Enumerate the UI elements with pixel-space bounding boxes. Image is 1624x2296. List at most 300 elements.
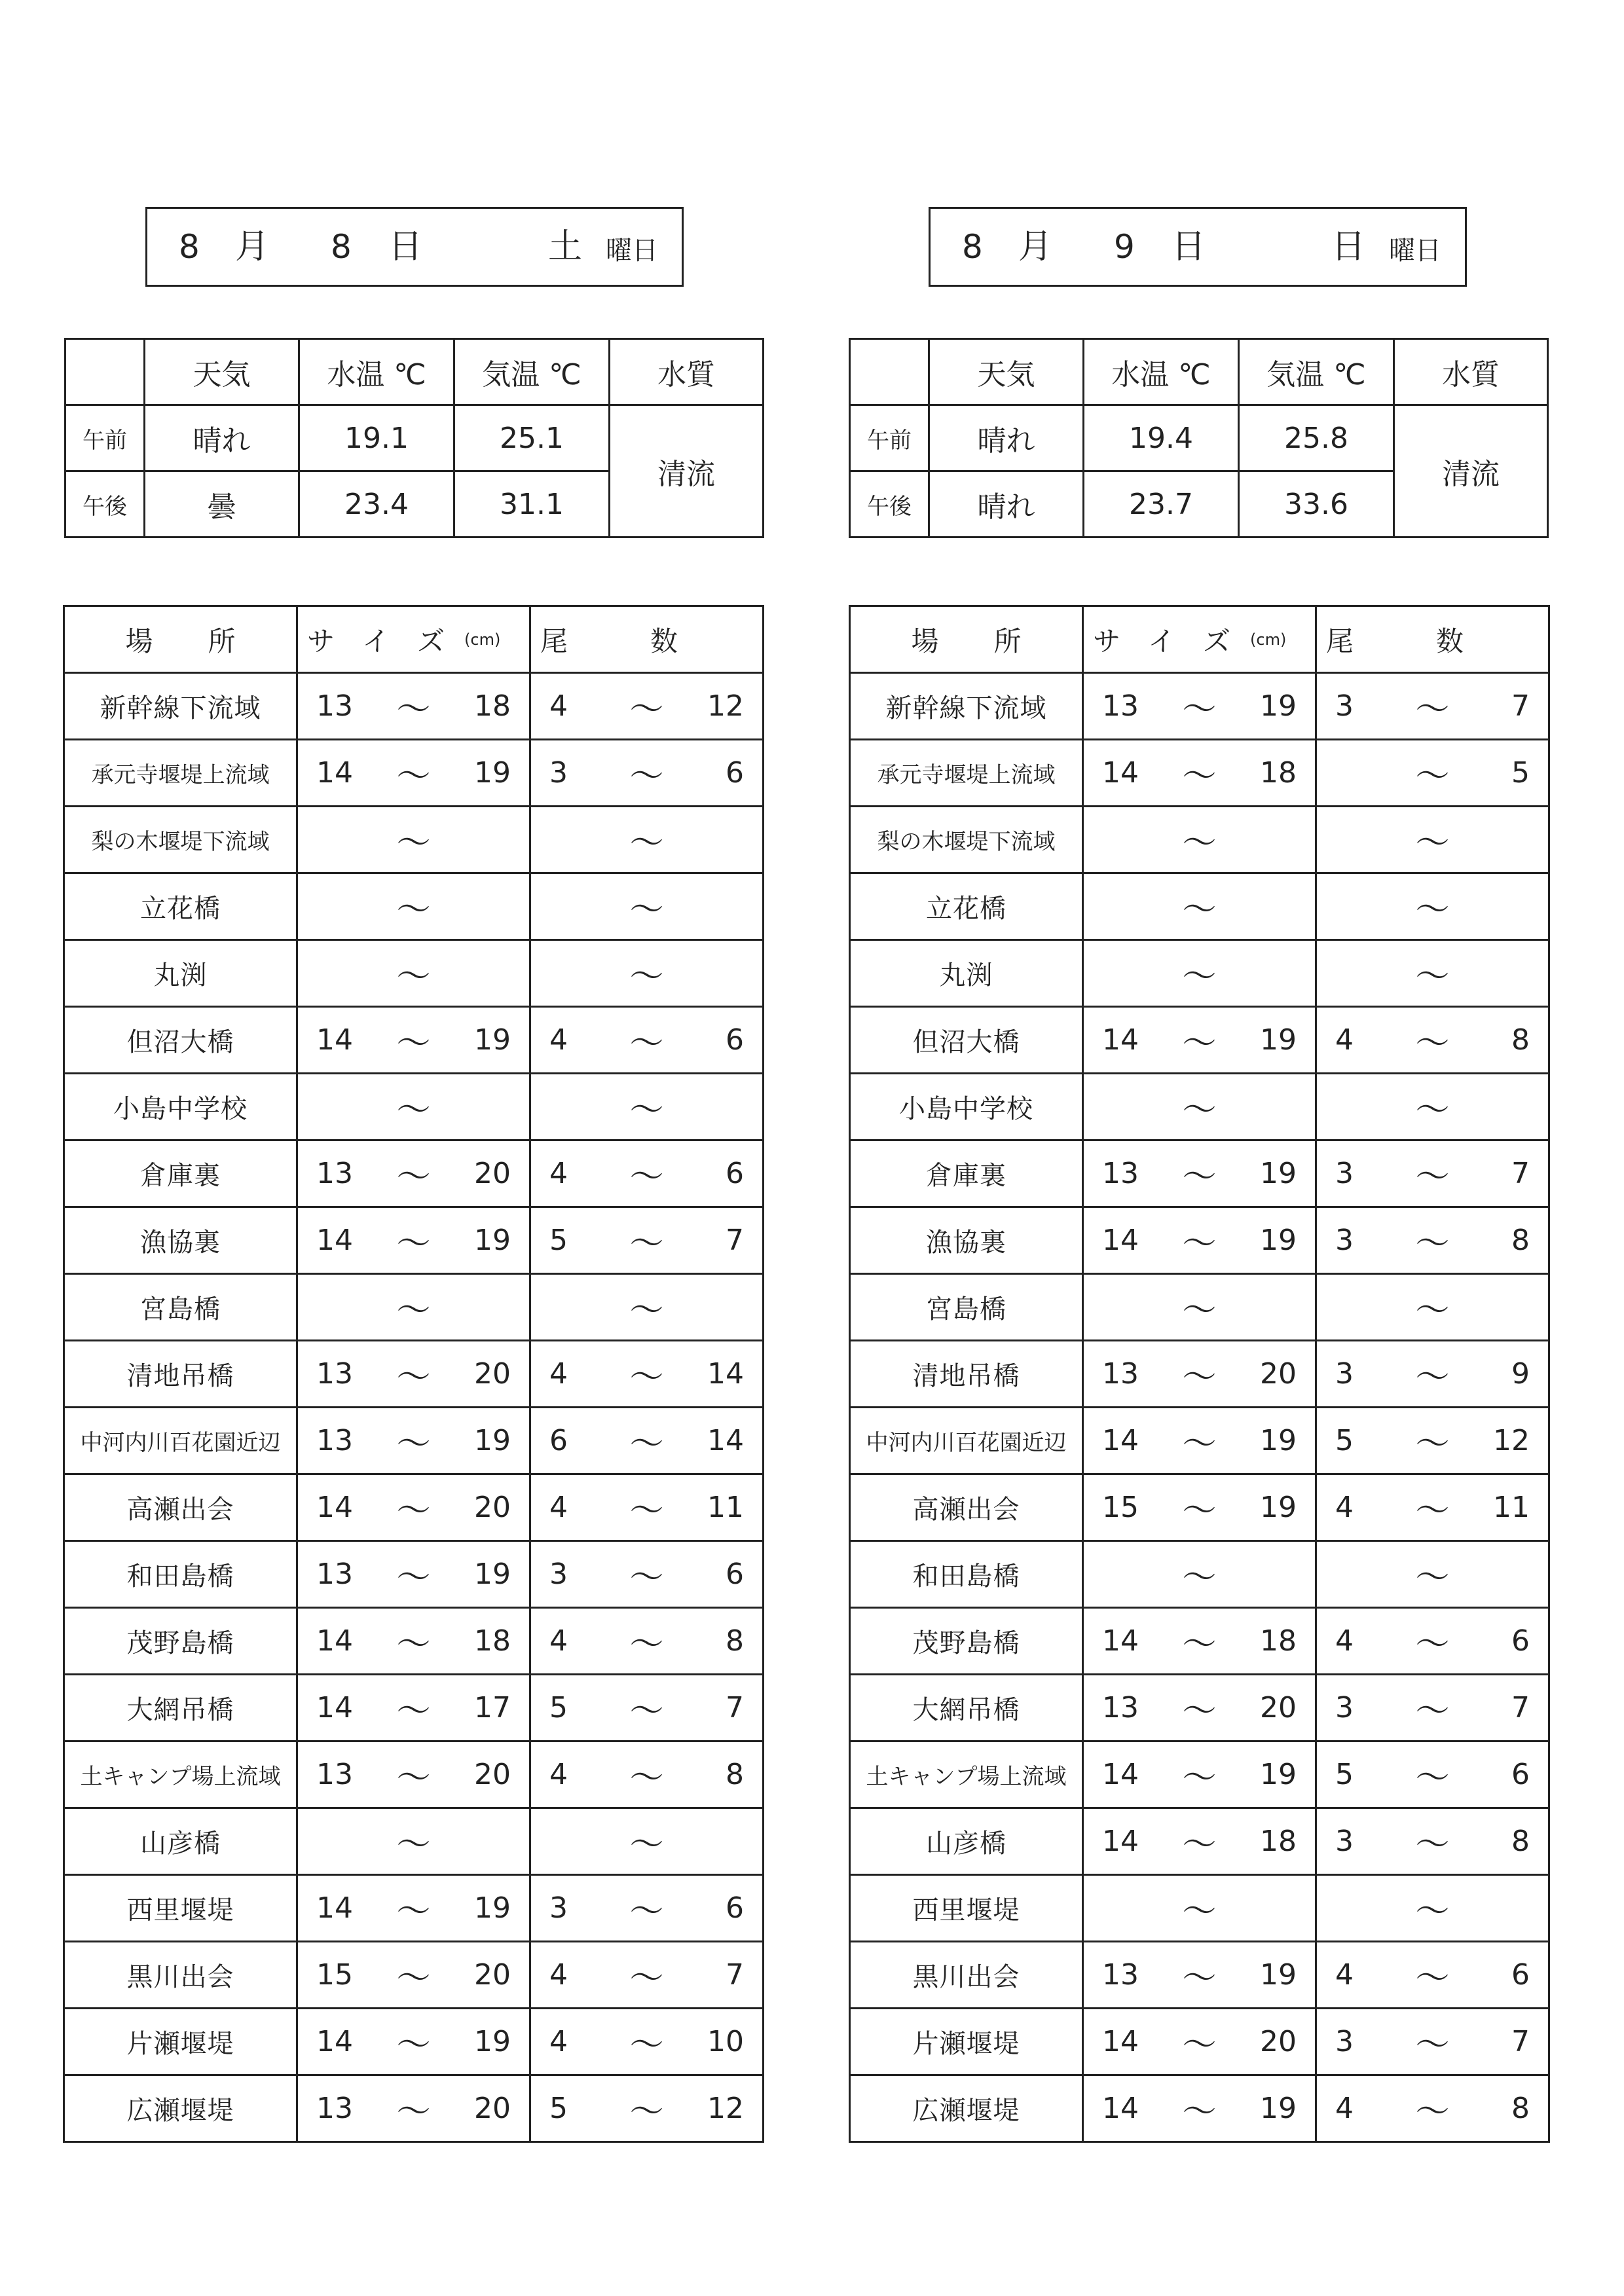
water-quality-value: 清流 [1394, 405, 1548, 538]
table-row [850, 873, 1549, 940]
table-row [64, 1274, 764, 1341]
table-row [64, 1408, 764, 1474]
count-min: 4 [1335, 2092, 1354, 2125]
size-min: 14 [316, 1023, 353, 1057]
size-range-cell [297, 1007, 530, 1074]
count-range [531, 1216, 762, 1265]
count-range [1317, 1149, 1548, 1198]
count-range-cell [1316, 740, 1549, 807]
size-range-cell [1083, 1140, 1316, 1207]
count-max: 6 [1511, 1758, 1530, 1791]
tilde-separator: 〜 [1182, 690, 1217, 729]
date-weekday: 土 [548, 227, 583, 266]
size-max: 19 [1259, 1157, 1297, 1190]
count-min: 3 [1335, 1825, 1354, 1858]
place-name: 和田島橋 [64, 1541, 297, 1608]
table-row [64, 1608, 764, 1675]
place-name: 丸渕 [64, 940, 297, 1007]
tilde-separator: 〜 [1182, 1892, 1217, 1931]
tilde-separator: 〜 [1415, 1425, 1450, 1464]
count-range-cell [1316, 2075, 1549, 2142]
tilde-separator: 〜 [1182, 2092, 1217, 2132]
size-min: 13 [1102, 689, 1139, 723]
tilde-separator: 〜 [396, 2092, 431, 2132]
count-range [1317, 1216, 1548, 1265]
air-temp-value: 25.1 [454, 405, 610, 471]
count-range-cell [1316, 1074, 1549, 1140]
size-range-cell [1083, 1608, 1316, 1675]
size-max: 20 [1259, 1691, 1297, 1724]
size-range [298, 1082, 529, 1131]
count-range-cell [530, 1741, 764, 1808]
weather-header-row [65, 339, 764, 405]
size-range [298, 1416, 529, 1465]
size-range-cell [297, 2009, 530, 2075]
weather-row-am [65, 405, 764, 471]
size-range [298, 1683, 529, 1732]
count-min: 4 [549, 1491, 568, 1524]
weather-condition: 曇 [145, 471, 299, 538]
weather-row-label: 午前 [850, 405, 929, 471]
tilde-separator: 〜 [1415, 1491, 1450, 1531]
size-min: 14 [316, 1891, 353, 1925]
size-range [298, 1015, 529, 1065]
table-row [850, 2075, 1549, 2142]
count-range-cell [530, 1875, 764, 1942]
size-range [1084, 1884, 1315, 1933]
size-range-cell [297, 1207, 530, 1274]
count-min: 5 [549, 2092, 568, 2125]
water-temp-value: 19.1 [299, 405, 454, 471]
table-row [64, 1541, 764, 1608]
table-row [850, 807, 1549, 873]
size-range [1084, 1082, 1315, 1131]
place-name: 西里堰堤 [64, 1875, 297, 1942]
weather-header-blank [65, 339, 145, 405]
count-range [1317, 1616, 1548, 1666]
size-max: 19 [1259, 1224, 1297, 1257]
count-min: 5 [1335, 1424, 1354, 1457]
table-row [64, 873, 764, 940]
header-place: 場 所 [850, 606, 1083, 673]
count-range [531, 949, 762, 998]
count-min: 3 [1335, 1691, 1354, 1724]
count-max: 7 [1511, 1157, 1530, 1190]
size-range-cell [1083, 1741, 1316, 1808]
place-name: 山彦橋 [850, 1808, 1083, 1875]
place-name: 承元寺堰堤上流域 [850, 740, 1083, 807]
count-range-cell [530, 1608, 764, 1675]
weather-header-quality: 水質 [610, 339, 764, 405]
table-row [850, 1341, 1549, 1408]
size-min: 13 [316, 2092, 353, 2125]
tilde-separator: 〜 [1415, 1758, 1450, 1798]
weather-table [849, 338, 1549, 538]
count-max: 11 [707, 1491, 744, 1524]
tilde-separator: 〜 [629, 1692, 664, 1731]
air-temp-value: 25.8 [1239, 405, 1394, 471]
count-min: 3 [1335, 1157, 1354, 1190]
size-range [1084, 748, 1315, 797]
place-name: 土キャンプ場上流域 [850, 1741, 1083, 1808]
size-min: 14 [316, 1624, 353, 1658]
weather-header-weather: 天気 [929, 339, 1084, 405]
table-row [64, 1140, 764, 1207]
table-row [850, 1741, 1549, 1808]
tilde-separator: 〜 [1182, 1157, 1217, 1197]
count-max: 7 [1511, 689, 1530, 723]
size-range-cell [297, 1942, 530, 2009]
weather-header-row [850, 339, 1548, 405]
count-max: 8 [1511, 2092, 1530, 2125]
count-min: 5 [1335, 1758, 1354, 1791]
count-range-cell [530, 2009, 764, 2075]
count-range [531, 2017, 762, 2066]
count-range [1317, 1082, 1548, 1131]
count-min: 4 [1335, 1624, 1354, 1658]
table-row [850, 940, 1549, 1007]
count-min: 3 [1335, 1357, 1354, 1391]
place-name: 高瀬出会 [64, 1474, 297, 1541]
size-range [298, 1349, 529, 1398]
tilde-separator: 〜 [629, 690, 664, 729]
place-name: 茂野島橋 [850, 1608, 1083, 1675]
count-min: 4 [1335, 1023, 1354, 1057]
size-range-cell [297, 1541, 530, 1608]
size-range-cell [297, 1474, 530, 1541]
weather-table [64, 338, 764, 538]
size-range-cell [297, 873, 530, 940]
size-range-cell [1083, 1808, 1316, 1875]
count-min: 4 [1335, 1958, 1354, 1992]
place-name: 丸渕 [850, 940, 1083, 1007]
count-range-cell [1316, 1541, 1549, 1608]
tilde-separator: 〜 [1415, 690, 1450, 729]
count-max: 14 [707, 1357, 744, 1391]
count-range-cell [530, 740, 764, 807]
size-min: 13 [1102, 1958, 1139, 1992]
tilde-separator: 〜 [1415, 757, 1450, 796]
count-min: 4 [1335, 1491, 1354, 1524]
size-max: 19 [473, 1424, 511, 1457]
table-row [850, 1608, 1549, 1675]
tilde-separator: 〜 [396, 757, 431, 796]
count-range [531, 1550, 762, 1599]
count-min: 4 [549, 1023, 568, 1057]
tilde-separator: 〜 [1182, 2026, 1217, 2065]
place-name: 漁協裏 [850, 1207, 1083, 1274]
size-range [298, 1750, 529, 1799]
tilde-separator: 〜 [629, 1091, 664, 1130]
tilde-separator: 〜 [629, 1892, 664, 1931]
tilde-separator: 〜 [629, 1558, 664, 1597]
air-temp-value: 31.1 [454, 471, 610, 538]
tilde-separator: 〜 [1182, 1024, 1217, 1063]
day-column-left [0, 0, 779, 2296]
tilde-separator: 〜 [629, 890, 664, 930]
header-count-label: 尾 数 [540, 625, 678, 657]
weather-header-water-temp: 水温 ℃ [1084, 339, 1239, 405]
size-range [1084, 1550, 1315, 1599]
size-min: 14 [1102, 1624, 1139, 1658]
tilde-separator: 〜 [396, 957, 431, 996]
count-max: 5 [1511, 756, 1530, 790]
date-weekday-suffix: 曜日 [1389, 236, 1441, 266]
count-max: 8 [725, 1624, 744, 1658]
size-range-cell [1083, 940, 1316, 1007]
header-count-label: 尾 数 [1326, 625, 1464, 657]
weather-header-weather: 天気 [145, 339, 299, 405]
water-quality-value: 清流 [610, 405, 764, 538]
tilde-separator: 〜 [396, 1892, 431, 1931]
tilde-separator: 〜 [396, 1558, 431, 1597]
size-min: 14 [1102, 1023, 1139, 1057]
place-name: 小島中学校 [64, 1074, 297, 1140]
count-range-cell [1316, 673, 1549, 740]
size-range-cell [1083, 1942, 1316, 2009]
table-row [850, 1140, 1549, 1207]
table-row [64, 1007, 764, 1074]
air-temp-value: 33.6 [1239, 471, 1394, 538]
place-name: 山彦橋 [64, 1808, 297, 1875]
count-range [531, 1015, 762, 1065]
tilde-separator: 〜 [1415, 1358, 1450, 1397]
size-range [1084, 1015, 1315, 1065]
count-range [531, 1483, 762, 1532]
tilde-separator: 〜 [1415, 1291, 1450, 1330]
count-min: 4 [549, 1958, 568, 1992]
count-max: 14 [707, 1424, 744, 1457]
size-range-cell [297, 940, 530, 1007]
count-min: 3 [1335, 689, 1354, 723]
water-temp-value: 23.4 [299, 471, 454, 538]
size-range [1084, 1349, 1315, 1398]
count-max: 11 [1492, 1491, 1530, 1524]
header-size-label: サ イ ズ [307, 625, 445, 657]
count-range-cell [1316, 1408, 1549, 1474]
tilde-separator: 〜 [1182, 824, 1217, 863]
size-range [298, 2084, 529, 2133]
header-size-unit: (cm) [1250, 630, 1287, 649]
place-name: 但沼大橋 [850, 1007, 1083, 1074]
place-name: 新幹線下流域 [850, 673, 1083, 740]
size-range-cell [1083, 1541, 1316, 1608]
date-day-unit: 日 [1172, 227, 1206, 266]
size-range [1084, 1616, 1315, 1666]
catch-header-row [64, 606, 764, 673]
count-range [1317, 1349, 1548, 1398]
count-range [1317, 1483, 1548, 1532]
count-range-cell [1316, 940, 1549, 1007]
size-max: 19 [473, 756, 511, 790]
size-range [298, 1884, 529, 1933]
size-min: 13 [316, 1424, 353, 1457]
table-row [64, 940, 764, 1007]
count-range [1317, 815, 1548, 864]
count-min: 6 [549, 1424, 568, 1457]
size-max: 19 [473, 1558, 511, 1591]
size-range-cell [297, 1608, 530, 1675]
count-range-cell [1316, 1942, 1549, 2009]
weather-header-quality: 水質 [1394, 339, 1548, 405]
tilde-separator: 〜 [1415, 1558, 1450, 1597]
table-row [850, 1474, 1549, 1541]
tilde-separator: 〜 [396, 1224, 431, 1264]
table-row [850, 673, 1549, 740]
count-min: 3 [1335, 2025, 1354, 2058]
count-range [531, 1950, 762, 1999]
place-name: 漁協裏 [64, 1207, 297, 1274]
size-range [1084, 2084, 1315, 2133]
size-min: 14 [1102, 2025, 1139, 2058]
count-max: 6 [725, 1558, 744, 1591]
table-row [850, 1808, 1549, 1875]
size-max: 19 [1259, 689, 1297, 723]
count-range [1317, 1283, 1548, 1332]
tilde-separator: 〜 [629, 1157, 664, 1197]
tilde-separator: 〜 [1182, 1224, 1217, 1264]
size-range [1084, 815, 1315, 864]
date-day: 9 [1114, 228, 1135, 266]
tilde-separator: 〜 [396, 1358, 431, 1397]
tilde-separator: 〜 [396, 1625, 431, 1664]
size-max: 20 [1259, 1357, 1297, 1391]
size-range [1084, 1483, 1315, 1532]
tilde-separator: 〜 [1182, 757, 1217, 796]
count-max: 7 [725, 1224, 744, 1257]
place-name: 広瀬堰堤 [64, 2075, 297, 2142]
size-range [298, 882, 529, 931]
size-range [298, 815, 529, 864]
size-range [1084, 1416, 1315, 1465]
size-range [298, 748, 529, 797]
size-max: 19 [1259, 1023, 1297, 1057]
catch-header-row [850, 606, 1549, 673]
count-range-cell [530, 1541, 764, 1608]
count-max: 8 [1511, 1224, 1530, 1257]
size-range-cell [297, 1408, 530, 1474]
size-range-cell [1083, 807, 1316, 873]
header-size [297, 606, 530, 673]
count-max: 8 [1511, 1023, 1530, 1057]
catch-table [849, 605, 1550, 2143]
table-row [64, 740, 764, 807]
count-range-cell [1316, 2009, 1549, 2075]
header-size-label: サ イ ズ [1093, 625, 1231, 657]
count-range [1317, 1416, 1548, 1465]
count-max: 9 [1511, 1357, 1530, 1391]
tilde-separator: 〜 [1415, 957, 1450, 996]
date-month: 8 [962, 228, 983, 266]
count-range-cell [530, 1074, 764, 1140]
size-range-cell [297, 1341, 530, 1408]
tilde-separator: 〜 [1415, 2026, 1450, 2065]
size-min: 14 [1102, 2092, 1139, 2125]
place-name: 立花橋 [64, 873, 297, 940]
table-row [850, 1074, 1549, 1140]
count-range [1317, 1750, 1548, 1799]
size-range [298, 2017, 529, 2066]
count-range-cell [530, 1207, 764, 1274]
table-row [64, 807, 764, 873]
place-name: 宮島橋 [850, 1274, 1083, 1341]
date-header [929, 207, 1467, 287]
tilde-separator: 〜 [629, 1358, 664, 1397]
size-max: 18 [1259, 756, 1297, 790]
size-min: 13 [316, 689, 353, 723]
count-min: 4 [549, 1758, 568, 1791]
tilde-separator: 〜 [396, 890, 431, 930]
tilde-separator: 〜 [396, 1291, 431, 1330]
count-range [1317, 1015, 1548, 1065]
weather-row-label: 午後 [850, 471, 929, 538]
count-range-cell [530, 873, 764, 940]
table-row [850, 740, 1549, 807]
tilde-separator: 〜 [629, 1024, 664, 1063]
count-range [1317, 2017, 1548, 2066]
count-range [1317, 682, 1548, 731]
count-max: 7 [1511, 2025, 1530, 2058]
size-max: 19 [473, 1224, 511, 1257]
size-max: 19 [1259, 1491, 1297, 1524]
tilde-separator: 〜 [629, 1224, 664, 1264]
table-row [64, 2075, 764, 2142]
count-range [531, 1817, 762, 1866]
size-range-cell [1083, 673, 1316, 740]
count-max: 7 [725, 1958, 744, 1992]
tilde-separator: 〜 [629, 1291, 664, 1330]
size-range-cell [297, 1140, 530, 1207]
count-range [531, 682, 762, 731]
header-size-unit: (cm) [464, 630, 501, 649]
count-range-cell [1316, 1140, 1549, 1207]
size-min: 14 [1102, 1224, 1139, 1257]
size-max: 19 [473, 1891, 511, 1925]
size-range-cell [1083, 1074, 1316, 1140]
place-name: 高瀬出会 [850, 1474, 1083, 1541]
table-row [64, 1942, 764, 2009]
size-range-cell [297, 1875, 530, 1942]
count-range-cell [1316, 1675, 1549, 1741]
count-range [531, 1283, 762, 1332]
count-max: 12 [707, 2092, 744, 2125]
count-range-cell [530, 807, 764, 873]
place-name: 倉庫裏 [850, 1140, 1083, 1207]
header-place: 場 所 [64, 606, 297, 673]
date-month: 8 [179, 228, 200, 266]
size-min: 15 [316, 1958, 353, 1992]
count-max: 12 [707, 689, 744, 723]
size-range [1084, 882, 1315, 931]
count-range-cell [530, 1808, 764, 1875]
place-name: 片瀬堰堤 [850, 2009, 1083, 2075]
size-range [1084, 1683, 1315, 1732]
size-range-cell [1083, 2075, 1316, 2142]
place-name: 梨の木堰堤下流域 [850, 807, 1083, 873]
count-max: 7 [725, 1691, 744, 1724]
size-max: 19 [1259, 1958, 1297, 1992]
size-min: 13 [316, 1157, 353, 1190]
place-name: 西里堰堤 [850, 1875, 1083, 1942]
table-row [64, 1808, 764, 1875]
size-range-cell [297, 740, 530, 807]
size-min: 14 [316, 1691, 353, 1724]
tilde-separator: 〜 [629, 1758, 664, 1798]
size-range-cell [297, 1741, 530, 1808]
table-row [850, 2009, 1549, 2075]
size-range [1084, 1283, 1315, 1332]
tilde-separator: 〜 [1182, 1825, 1217, 1865]
